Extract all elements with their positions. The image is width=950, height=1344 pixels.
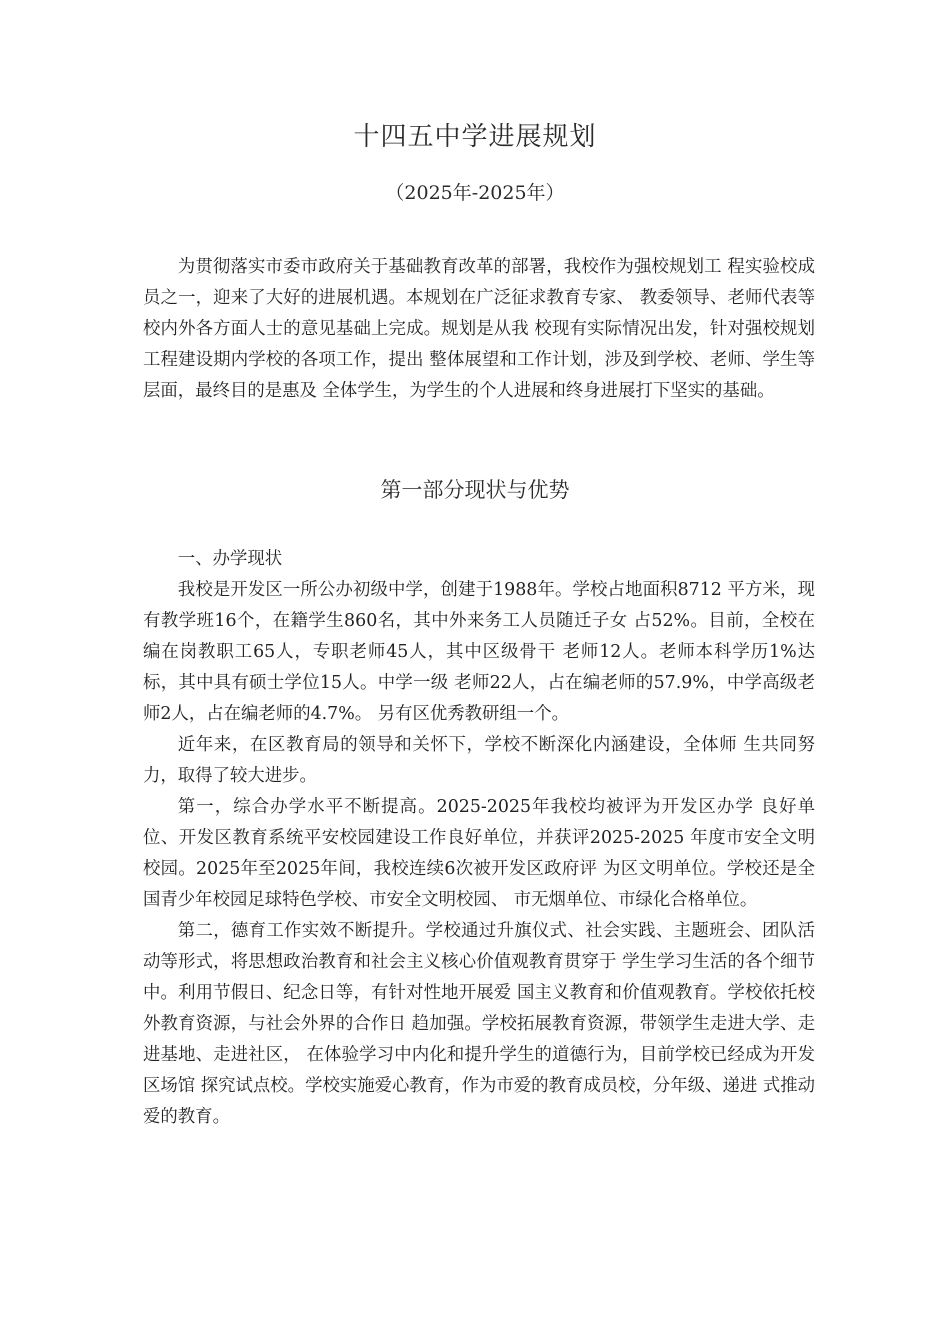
intro-paragraph: 为贯彻落实市委市政府关于基础教育改革的部署，我校作为强校规划工 程实验校成员之一，迎来了大好的进展机遇。本规划在广泛征求教育专家、 教委领导、老师代表等校内外各方面人士的意见基础上完成。规划是从我 校现有实际情况出发，针对强校规划工程建设期内学校的各项工作，提出 整体展望和工作计划，涉及到学校、老师、学生等层面，最终目的是惠及 全体学生，为学生的个人进展和终身进展打下坚实的基础。 bbox=[143, 257, 815, 401]
paragraph-progress: 近年来，在区教育局的领导和关怀下，学校不断深化内涵建设，全体师 生共同努力，取得了较大进步。 bbox=[143, 735, 815, 786]
subsection-title: 一、办学现状 bbox=[177, 549, 283, 569]
paragraph-status: 我校是开发区一所公办初级中学，创建于1988年。学校占地面积8712 平方米，现有教学班16个，在籍学生860名，其中外来务工人员随迁子女 占52%。目前，全校在编在岗教职工65人，专职老师45人，其中区级骨干 老师12人。老师本科学历1%达标，其中具有硕士学位15人。中学一级 老师22人，占在编老师的57.9%，中学高级老师2人，占在编老师的4.7%。 另有区优秀教研组一个。 bbox=[143, 580, 815, 724]
section-title: 第一部分现状与优势 bbox=[380, 478, 570, 502]
paragraph-second: 第二，德育工作实效不断提升。学校通过升旗仪式、社会实践、主题班会、团队活动等形式，将思想政治教育和社会主义核心价值观教育贯穿于 学生学习生活的各个细节中。利用节假日、纪念日等，有针对性地开展爱 国主义教育和价值观教育。学校依托校外教育资源，与社会外界的合作日 趋加强。学校拓展教育资源，带领学生走进大学、走进基地、走进社区， 在体验学习中内化和提升学生的道德行为，目前学校已经成为开发区场馆 探究试点校。学校实施爱心教育，作为市爱的教育成员校，分年级、递进 式推动爱的教育。 bbox=[143, 921, 815, 1127]
section-body bbox=[143, 544, 815, 1133]
document-title: 十四五中学进展规划 bbox=[353, 122, 597, 152]
paragraph-first: 第一，综合办学水平不断提高。2025-2025年我校均被评为开发区办学 良好单位、开发区教育系统平安校园建设工作良好单位，并获评2025-2025 年度市安全文明校园。2025年至2025年间，我校连续6次被开发区政府评 为区文明单位。学校还是全国青少年校园足球特色学校、市安全文明校园、 市无烟单位、市绿化合格单位。 bbox=[143, 797, 815, 910]
document-subtitle: （2025年-2025年） bbox=[385, 182, 565, 204]
intro-block bbox=[143, 252, 815, 407]
